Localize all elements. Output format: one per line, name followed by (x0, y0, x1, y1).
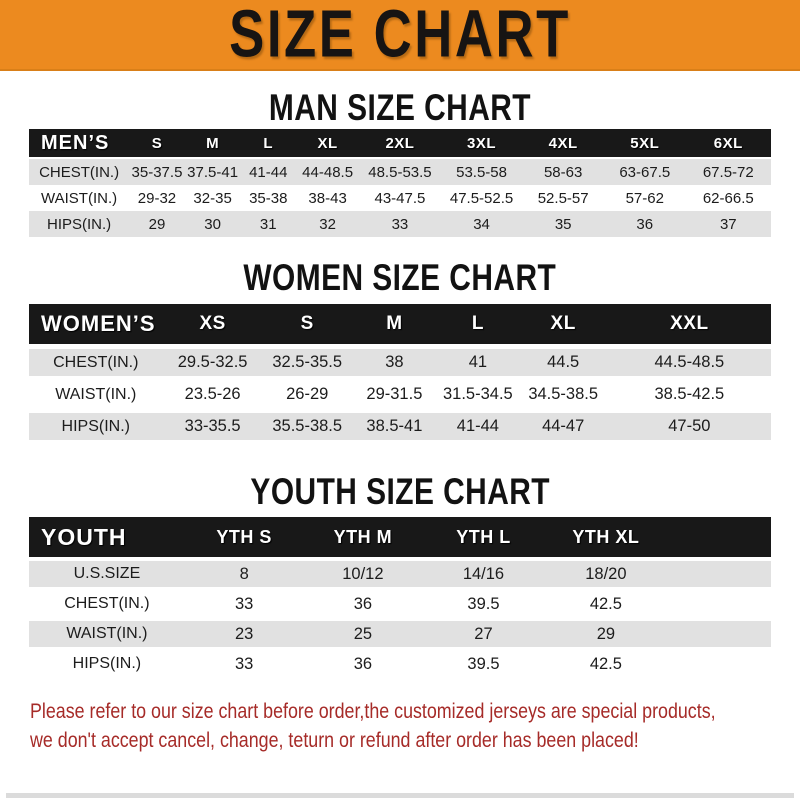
size-column-header: YTH S (185, 517, 304, 557)
size-column-header: L (437, 304, 519, 344)
women-header-row (29, 304, 771, 344)
size-cell: 38.5-42.5 (608, 381, 771, 408)
size-cell: 42.5 (545, 591, 667, 617)
women-size-table (29, 299, 771, 445)
size-cell: 25 (304, 621, 423, 647)
size-cell: 33 (185, 591, 304, 617)
size-cell: 44-48.5 (296, 159, 359, 185)
table-row (29, 651, 771, 677)
size-cell: 35.5-38.5 (263, 413, 352, 440)
table-row (29, 211, 771, 237)
size-column-header: M (185, 129, 241, 159)
youth-table-title: YOUTH (29, 517, 185, 557)
row-label: WAIST(IN.) (29, 381, 163, 408)
spacer-cell (667, 561, 771, 587)
size-column-header: 3XL (441, 129, 523, 159)
order-policy-line-1: Please refer to our size chart before order,the customized jerseys are special products, (30, 700, 716, 723)
size-cell: 41 (437, 349, 519, 376)
size-column-header: YTH XL (545, 517, 667, 557)
size-column-header: XL (296, 129, 359, 159)
size-cell: 31 (240, 211, 296, 237)
size-cell: 36 (304, 591, 423, 617)
size-cell: 36 (604, 211, 686, 237)
size-cell: 33 (359, 211, 441, 237)
size-column-header: 5XL (604, 129, 686, 159)
size-cell: 62-66.5 (686, 185, 771, 211)
youth-header-row (29, 517, 771, 557)
heading-text: WOMEN SIZE CHART (243, 257, 557, 299)
size-cell: 57-62 (604, 185, 686, 211)
size-column-header: 2XL (359, 129, 441, 159)
size-cell: 52.5-57 (522, 185, 604, 211)
size-cell: 37 (686, 211, 771, 237)
size-cell: 29 (129, 211, 185, 237)
size-cell: 29-32 (129, 185, 185, 211)
women-section-heading (0, 257, 800, 299)
size-column-header: S (129, 129, 185, 159)
table-row (29, 561, 771, 587)
youth-section-heading (0, 471, 800, 513)
size-cell: 67.5-72 (686, 159, 771, 185)
size-cell: 44-47 (519, 413, 608, 440)
row-label: CHEST(IN.) (29, 159, 129, 185)
order-policy-line-2: we don't accept cancel, change, teturn or refund after order has been placed! (30, 729, 639, 752)
row-label: U.S.SIZE (29, 561, 185, 587)
size-cell: 29.5-32.5 (163, 349, 263, 376)
spacer-cell (667, 621, 771, 647)
size-chart-banner (0, 0, 800, 71)
size-cell: 29-31.5 (352, 381, 437, 408)
size-column-header: YTH L (422, 517, 544, 557)
size-cell: 43-47.5 (359, 185, 441, 211)
table-row (29, 413, 771, 440)
table-row (29, 349, 771, 376)
size-column-header: XS (163, 304, 263, 344)
size-cell: 8 (185, 561, 304, 587)
heading-text: YOUTH SIZE CHART (250, 471, 550, 513)
size-column-header: S (263, 304, 352, 344)
bottom-divider (6, 793, 794, 798)
spacer-cell (667, 517, 771, 557)
table-row (29, 591, 771, 617)
spacer-cell (667, 651, 771, 677)
size-cell: 38.5-41 (352, 413, 437, 440)
size-cell: 53.5-58 (441, 159, 523, 185)
men-section-heading (0, 87, 800, 129)
size-cell: 32.5-35.5 (263, 349, 352, 376)
size-cell: 10/12 (304, 561, 423, 587)
size-cell: 47-50 (608, 413, 771, 440)
men-header-row (29, 129, 771, 159)
size-column-header: L (240, 129, 296, 159)
size-cell: 38 (352, 349, 437, 376)
size-cell: 44.5-48.5 (608, 349, 771, 376)
size-cell: 30 (185, 211, 241, 237)
order-policy-note (30, 697, 795, 755)
row-label: HIPS(IN.) (29, 211, 129, 237)
row-label: WAIST(IN.) (29, 185, 129, 211)
row-label: CHEST(IN.) (29, 591, 185, 617)
size-cell: 23 (185, 621, 304, 647)
size-cell: 41-44 (437, 413, 519, 440)
size-cell: 32-35 (185, 185, 241, 211)
table-row (29, 381, 771, 408)
size-cell: 14/16 (422, 561, 544, 587)
size-cell: 33-35.5 (163, 413, 263, 440)
size-cell: 39.5 (422, 651, 544, 677)
size-column-header: XL (519, 304, 608, 344)
size-column-header: XXL (608, 304, 771, 344)
size-column-header: YTH M (304, 517, 423, 557)
size-cell: 63-67.5 (604, 159, 686, 185)
size-cell: 34.5-38.5 (519, 381, 608, 408)
size-cell: 47.5-52.5 (441, 185, 523, 211)
row-label: WAIST(IN.) (29, 621, 185, 647)
size-cell: 26-29 (263, 381, 352, 408)
size-cell: 34 (441, 211, 523, 237)
size-chart-title: SIZE CHART (229, 0, 571, 72)
size-cell: 41-44 (240, 159, 296, 185)
youth-size-table (29, 513, 771, 681)
size-cell: 23.5-26 (163, 381, 263, 408)
size-cell: 37.5-41 (185, 159, 241, 185)
size-cell: 27 (422, 621, 544, 647)
table-row (29, 185, 771, 211)
size-cell: 38-43 (296, 185, 359, 211)
size-cell: 39.5 (422, 591, 544, 617)
size-cell: 42.5 (545, 651, 667, 677)
row-label: HIPS(IN.) (29, 651, 185, 677)
men-table-title: MEN’S (29, 129, 129, 159)
size-cell: 44.5 (519, 349, 608, 376)
table-row (29, 159, 771, 185)
size-column-header: M (352, 304, 437, 344)
size-cell: 35 (522, 211, 604, 237)
size-cell: 35-37.5 (129, 159, 185, 185)
spacer-cell (667, 591, 771, 617)
size-cell: 48.5-53.5 (359, 159, 441, 185)
size-cell: 33 (185, 651, 304, 677)
size-cell: 36 (304, 651, 423, 677)
size-cell: 29 (545, 621, 667, 647)
size-column-header: 4XL (522, 129, 604, 159)
women-table-title: WOMEN’S (29, 304, 163, 344)
table-row (29, 621, 771, 647)
size-cell: 31.5-34.5 (437, 381, 519, 408)
size-column-header: 6XL (686, 129, 771, 159)
heading-text: MAN SIZE CHART (268, 87, 532, 129)
row-label: HIPS(IN.) (29, 413, 163, 440)
size-cell: 32 (296, 211, 359, 237)
size-cell: 18/20 (545, 561, 667, 587)
size-cell: 35-38 (240, 185, 296, 211)
size-cell: 58-63 (522, 159, 604, 185)
men-size-table (29, 129, 771, 237)
row-label: CHEST(IN.) (29, 349, 163, 376)
